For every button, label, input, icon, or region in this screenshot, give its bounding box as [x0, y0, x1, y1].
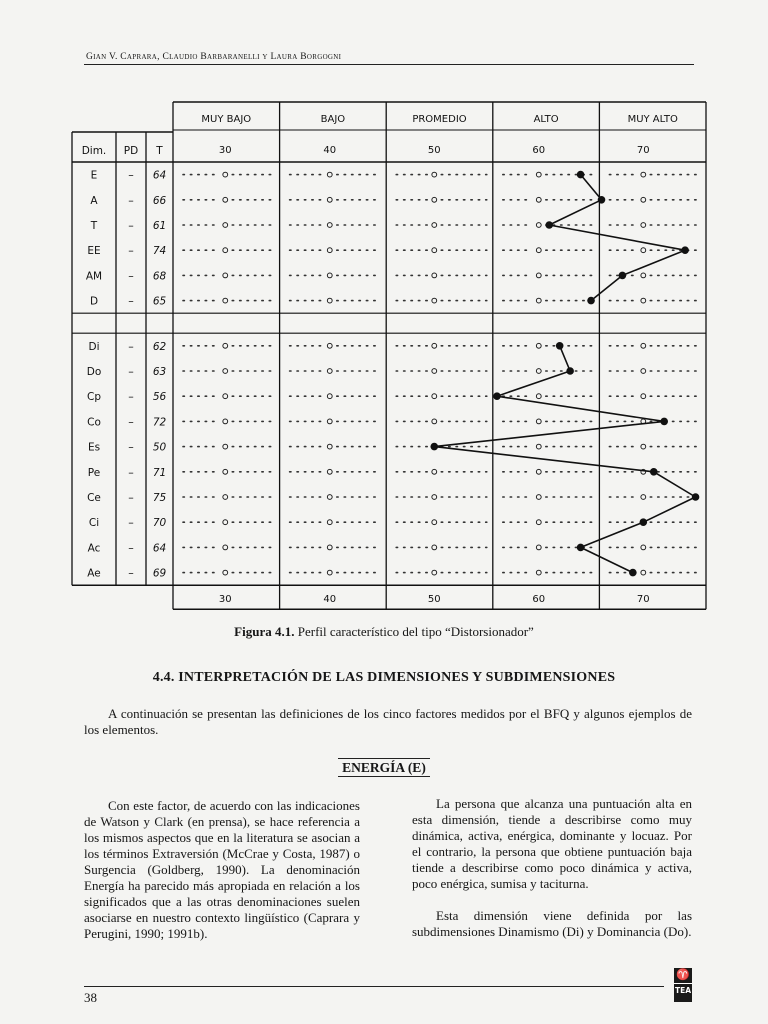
row-pd-value: – [128, 365, 134, 378]
scale-center-mark [536, 444, 541, 449]
row-dim-label: EE [87, 245, 101, 258]
row-t-value: 72 [152, 416, 167, 429]
scale-center-mark [536, 545, 541, 550]
scale-center-mark [641, 495, 646, 500]
profile-point [545, 221, 553, 229]
running-head: Gian V. Caprara, Claudio Barbaranelli y Laura Borgogni [86, 52, 342, 62]
scale-center-mark [536, 469, 541, 474]
left-column [84, 798, 360, 942]
tick-label-top: 70 [636, 145, 650, 156]
scale-center-mark [432, 298, 437, 303]
scale-center-mark [327, 343, 332, 348]
figure-caption-text: Perfil característico del tipo “Distorsionador” [297, 624, 534, 639]
section-title: 4.4. INTERPRETACIÓN DE LAS DIMENSIONES Y SUBDIMENSIONES [152, 670, 616, 685]
tea-logo [674, 968, 692, 1002]
scale-center-mark [223, 570, 228, 575]
row-dim-label: Ac [87, 542, 101, 555]
row-t-value: 69 [152, 567, 167, 580]
row-t-value: 70 [152, 517, 167, 530]
scale-center-mark [327, 469, 332, 474]
tea-logo-text: TEA [674, 983, 692, 998]
row-dim-label: Do [86, 366, 102, 378]
figure-caption-label: Figura 4.1. [234, 624, 295, 639]
scale-center-mark [641, 172, 646, 177]
scale-center-mark [536, 570, 541, 575]
scale-center-mark [223, 223, 228, 228]
scale-center-mark [327, 495, 332, 500]
scale-center-mark [432, 343, 437, 348]
scale-center-mark [223, 369, 228, 374]
row-pd-value: – [128, 491, 134, 504]
row-dim-label: T [90, 220, 98, 232]
scale-center-mark [641, 545, 646, 550]
scale-center-mark [327, 444, 332, 449]
scale-center-mark [327, 273, 332, 278]
scale-center-mark [536, 520, 541, 525]
row-dim-label: Ae [87, 567, 101, 580]
scale-center-mark [536, 419, 541, 424]
row-t-value: 65 [152, 295, 167, 308]
scale-center-mark [432, 248, 437, 253]
profile-point [639, 518, 647, 526]
right-column [412, 796, 692, 940]
tick-label-top: 40 [323, 145, 337, 156]
row-dim-label: AM [85, 270, 103, 283]
scale-center-mark [641, 570, 646, 575]
row-pd-value: – [128, 566, 134, 580]
scale-center-mark [536, 172, 541, 177]
row-pd-value: – [128, 193, 134, 207]
scale-center-mark [432, 520, 437, 525]
row-pd-value: – [128, 244, 134, 258]
scale-center-mark [327, 419, 332, 424]
tick-label-bottom: 50 [427, 594, 441, 606]
tick-label-top: 60 [532, 145, 546, 156]
profile-point [598, 196, 606, 204]
scale-center-mark [432, 172, 437, 177]
profile-point [619, 272, 627, 280]
factor-title-text: ENERGÍA (E) [338, 758, 430, 777]
row-pd-value: – [128, 219, 134, 232]
scale-center-mark [432, 545, 437, 550]
right-column-paragraph-1: La persona que alcanza una puntuación alta en esta dimensión, tiende a describirse como muy dinámica, activa, enérgica, dominante y locuaz. Por el contrario, la persona que obtiene puntuación baja tiende a describirse como poco dinámica y activa, poco enérgica, sumisa y taciturna. [412, 796, 692, 891]
scale-center-mark [223, 419, 228, 424]
figure-caption [0, 624, 768, 640]
scale-center-mark [223, 394, 228, 399]
scale-center-mark [432, 570, 437, 575]
band-label: MUY ALTO [627, 114, 678, 125]
row-dim-label: Cp [87, 391, 101, 404]
row-pd-value: – [128, 168, 134, 182]
row-pd-value: – [128, 269, 134, 283]
scale-center-mark [432, 223, 437, 228]
row-pd-value: – [128, 541, 134, 555]
scale-center-mark [641, 444, 646, 449]
row-t-value: 50 [152, 441, 167, 454]
row-t-value: 71 [152, 466, 167, 479]
profile-point [692, 493, 700, 501]
scale-center-mark [223, 444, 228, 449]
row-pd-value: – [128, 415, 134, 429]
scale-center-mark [327, 394, 332, 399]
row-dim-label: Pe [87, 466, 101, 479]
scale-center-mark [432, 369, 437, 374]
scale-center-mark [327, 172, 332, 177]
scale-center-mark [223, 545, 228, 550]
right-column-paragraph-2: Esta dimensión viene definida por las subdimensiones Dinamismo (Di) y Dominancia (Do). [412, 908, 692, 939]
profile-point [660, 418, 668, 426]
row-t-value: 63 [152, 366, 167, 378]
row-t-value: 64 [152, 169, 167, 182]
scale-center-mark [536, 369, 541, 374]
scale-center-mark [327, 298, 332, 303]
scale-center-mark [641, 298, 646, 303]
profile-point [587, 297, 595, 305]
row-dim-label: Es [87, 441, 101, 454]
row-t-value: 56 [152, 391, 167, 404]
tick-label-bottom: 30 [218, 594, 232, 606]
scale-center-mark [432, 394, 437, 399]
scale-center-mark [641, 273, 646, 278]
row-t-value: 68 [152, 270, 167, 283]
row-pd-value: – [128, 339, 134, 353]
intro-paragraph: A continuación se presentan las definiciones de los cinco factores medidos por el BFQ y algunos ejemplos de los elementos. [84, 706, 692, 737]
tick-label-top: 30 [218, 145, 232, 156]
row-dim-label: Co [87, 416, 101, 429]
scale-center-mark [641, 394, 646, 399]
scale-center-mark [641, 343, 646, 348]
profile-point [681, 246, 689, 254]
profile-point [556, 342, 564, 350]
scale-center-mark [536, 273, 541, 278]
row-t-value: 61 [152, 220, 167, 232]
scale-center-mark [327, 197, 332, 202]
scale-center-mark [641, 197, 646, 202]
profile-line-group-2 [434, 346, 695, 573]
scale-center-mark [536, 223, 541, 228]
t-column-header: T [156, 145, 163, 157]
row-dim-label: E [90, 169, 98, 182]
profile-point [430, 443, 438, 451]
scale-center-mark [536, 343, 541, 348]
scale-center-mark [432, 419, 437, 424]
scale-center-mark [223, 520, 228, 525]
scale-center-mark [536, 495, 541, 500]
row-dim-label: D [89, 295, 99, 308]
band-label: MUY BAJO [201, 114, 252, 125]
scale-center-mark [327, 369, 332, 374]
scale-center-mark [223, 248, 228, 253]
profile-point [629, 569, 637, 577]
scale-center-mark [223, 172, 228, 177]
row-t-value: 75 [152, 492, 167, 504]
page-number: 38 [84, 990, 97, 1005]
scale-center-mark [641, 223, 646, 228]
scale-center-mark [432, 469, 437, 474]
scale-center-mark [641, 248, 646, 253]
profile-point [493, 392, 501, 400]
profile-point [566, 367, 574, 375]
dim-column-header: Dim. [81, 145, 107, 157]
tick-label-bottom: 40 [323, 594, 337, 606]
row-pd-value: – [128, 440, 134, 454]
scale-center-mark [536, 394, 541, 399]
row-pd-value: – [128, 516, 134, 530]
scale-center-mark [327, 248, 332, 253]
footer-rule [84, 986, 664, 987]
row-dim-label: Ci [88, 517, 100, 530]
scale-center-mark [432, 273, 437, 278]
scale-center-mark [641, 369, 646, 374]
band-label: PROMEDIO [412, 114, 467, 125]
scale-center-mark [223, 343, 228, 348]
scale-center-mark [223, 197, 228, 202]
profile-line-group-1 [549, 175, 685, 301]
scale-center-mark [327, 570, 332, 575]
row-dim-label: Ce [87, 492, 101, 504]
left-column-paragraph: Con este factor, de acuerdo con las indicaciones de Watson y Clark (en prensa), se hace referencia a los mismos aspectos que en la literatura se asocian a los términos Extraversión (McCrae y Costa, 1987) o Surgencia (Goldberg, 1990). La denominación Energía ha parecido más apropiada en relación a los significados que a las otras denominaciones suelen asociarse en nuestro contexto lingüístico (Caprara y Perugini, 1990; 1991b). [84, 798, 360, 941]
row-t-value: 62 [152, 340, 167, 353]
scale-center-mark [327, 223, 332, 228]
row-t-value: 74 [152, 245, 167, 258]
row-t-value: 64 [152, 542, 167, 555]
row-t-value: 66 [152, 194, 167, 207]
scale-center-mark [223, 273, 228, 278]
scale-center-mark [536, 197, 541, 202]
row-pd-value: – [128, 465, 134, 479]
scale-center-mark [536, 248, 541, 253]
scale-center-mark [223, 495, 228, 500]
tea-emblem-icon: ♈ [676, 969, 690, 981]
profile-point [577, 171, 585, 179]
scale-center-mark [536, 298, 541, 303]
tick-label-top: 50 [427, 145, 441, 156]
band-label: ALTO [533, 114, 559, 125]
profile-point [650, 468, 658, 476]
scale-center-mark [223, 298, 228, 303]
scale-center-mark [223, 469, 228, 474]
profile-point [577, 544, 585, 552]
scale-center-mark [432, 197, 437, 202]
scale-center-mark [327, 545, 332, 550]
band-label: BAJO [320, 114, 346, 125]
pd-column-header: PD [123, 145, 139, 157]
row-pd-value: – [128, 294, 134, 308]
row-dim-label: A [90, 194, 98, 207]
tick-label-bottom: 70 [636, 594, 650, 606]
row-pd-value: – [128, 390, 134, 404]
factor-title [0, 760, 768, 776]
tick-label-bottom: 60 [532, 594, 546, 606]
scale-center-mark [432, 495, 437, 500]
row-dim-label: Di [88, 340, 100, 353]
scale-center-mark [327, 520, 332, 525]
